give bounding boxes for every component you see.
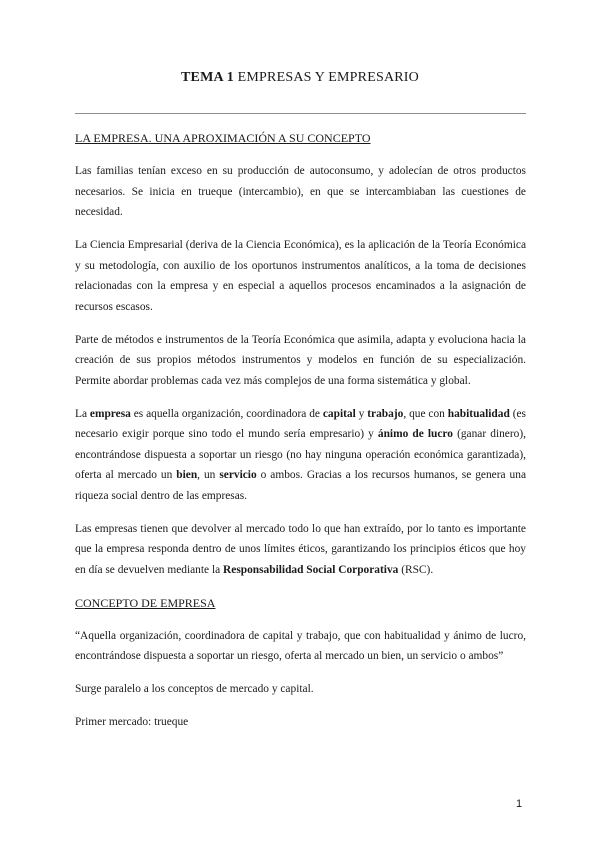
document-title [0,70,600,86]
paragraph-definicion-empresa: La empresa es aquella organización, coordinadora de capital y trabajo, que con habitualidad (es necesario exigir porque sino todo el mundo sería empresario) y ánimo de lucro (ganar dinero), encontrándose dispuesta a soportar un riesgo (no hay ninguna operación económica garantizada), oferta al mercado un bien, un servicio o ambos. Gracias a los recursos humanos, se genera una riqueza social dentro de las empresas. [75,407,527,502]
section-heading-concepto-empresa: CONCEPTO DE EMPRESA [75,595,216,610]
term-bien: bien [176,469,198,481]
paragraph-etica: Las empresas tienen que devolver al mercado todo lo que han extraído, por lo tanto es importante que la empresa responda dentro de unos límites éticos, garantizando los principios éticos que hoy en día se devuelven mediante la Responsabilidad Social Corporativa (RSC). [75,522,526,576]
term-animo-de-lucro: ánimo de lucro [377,428,453,440]
term-habitualidad: habitualidad [447,407,510,420]
title-topic-name: EMPRESAS Y EMPRESARIO [233,70,419,85]
term-servicio: servicio [219,469,257,481]
document-body [75,128,526,745]
section-heading-empresa-concepto: LA EMPRESA. UNA APROXIMACIÓN A SU CONCEPTO [75,131,371,145]
term-empresa: empresa [89,407,131,420]
title-topic-number: TEMA 1 [181,70,234,85]
paragraph-metodos: Parte de métodos e instrumentos de la Teoría Económica que asimila, adapta y evoluciona hacia la creación de sus propios métodos instrumentos y modelos en función de su especialización. Permite abordar problemas cada vez más complejos de una forma sistemática y global. [75,333,526,387]
quote-definicion: “Aquella organización, coordinadora de capital y trabajo, que con habitualidad y ánimo de lucro, encontrándose dispuesta a soportar un riesgo, oferta al mercado un bien, un servicio o ambos” [75,629,526,662]
term-capital: capital [322,407,356,420]
term-rsc: Responsabilidad Social Corporativa [223,563,399,576]
title-divider [75,113,526,114]
paragraph-mercado-capital: Surge paralelo a los conceptos de mercado y capital. [75,683,314,695]
paragraph-primer-mercado: Primer mercado: trueque [75,716,189,728]
paragraph-ciencia-empresarial: La Ciencia Empresarial (deriva de la Ciencia Económica), es la aplicación de la Teoría Económica y su metodología, con auxilio de los oportunos instrumentos analíticos, a la toma de decisiones relacionadas con la empresa y en especial a aquellos procesos encaminados a la asignación de recursos escasos. [75,239,526,313]
term-trabajo: trabajo [367,407,404,420]
page-number: 1 [516,798,523,810]
paragraph-familias: Las familias tenían exceso en su producción de autoconsumo, y adolecían de otros productos necesarios. Se inicia en trueque (intercambio), en que se intercambiaban las cuestiones de necesidad. [75,165,526,218]
